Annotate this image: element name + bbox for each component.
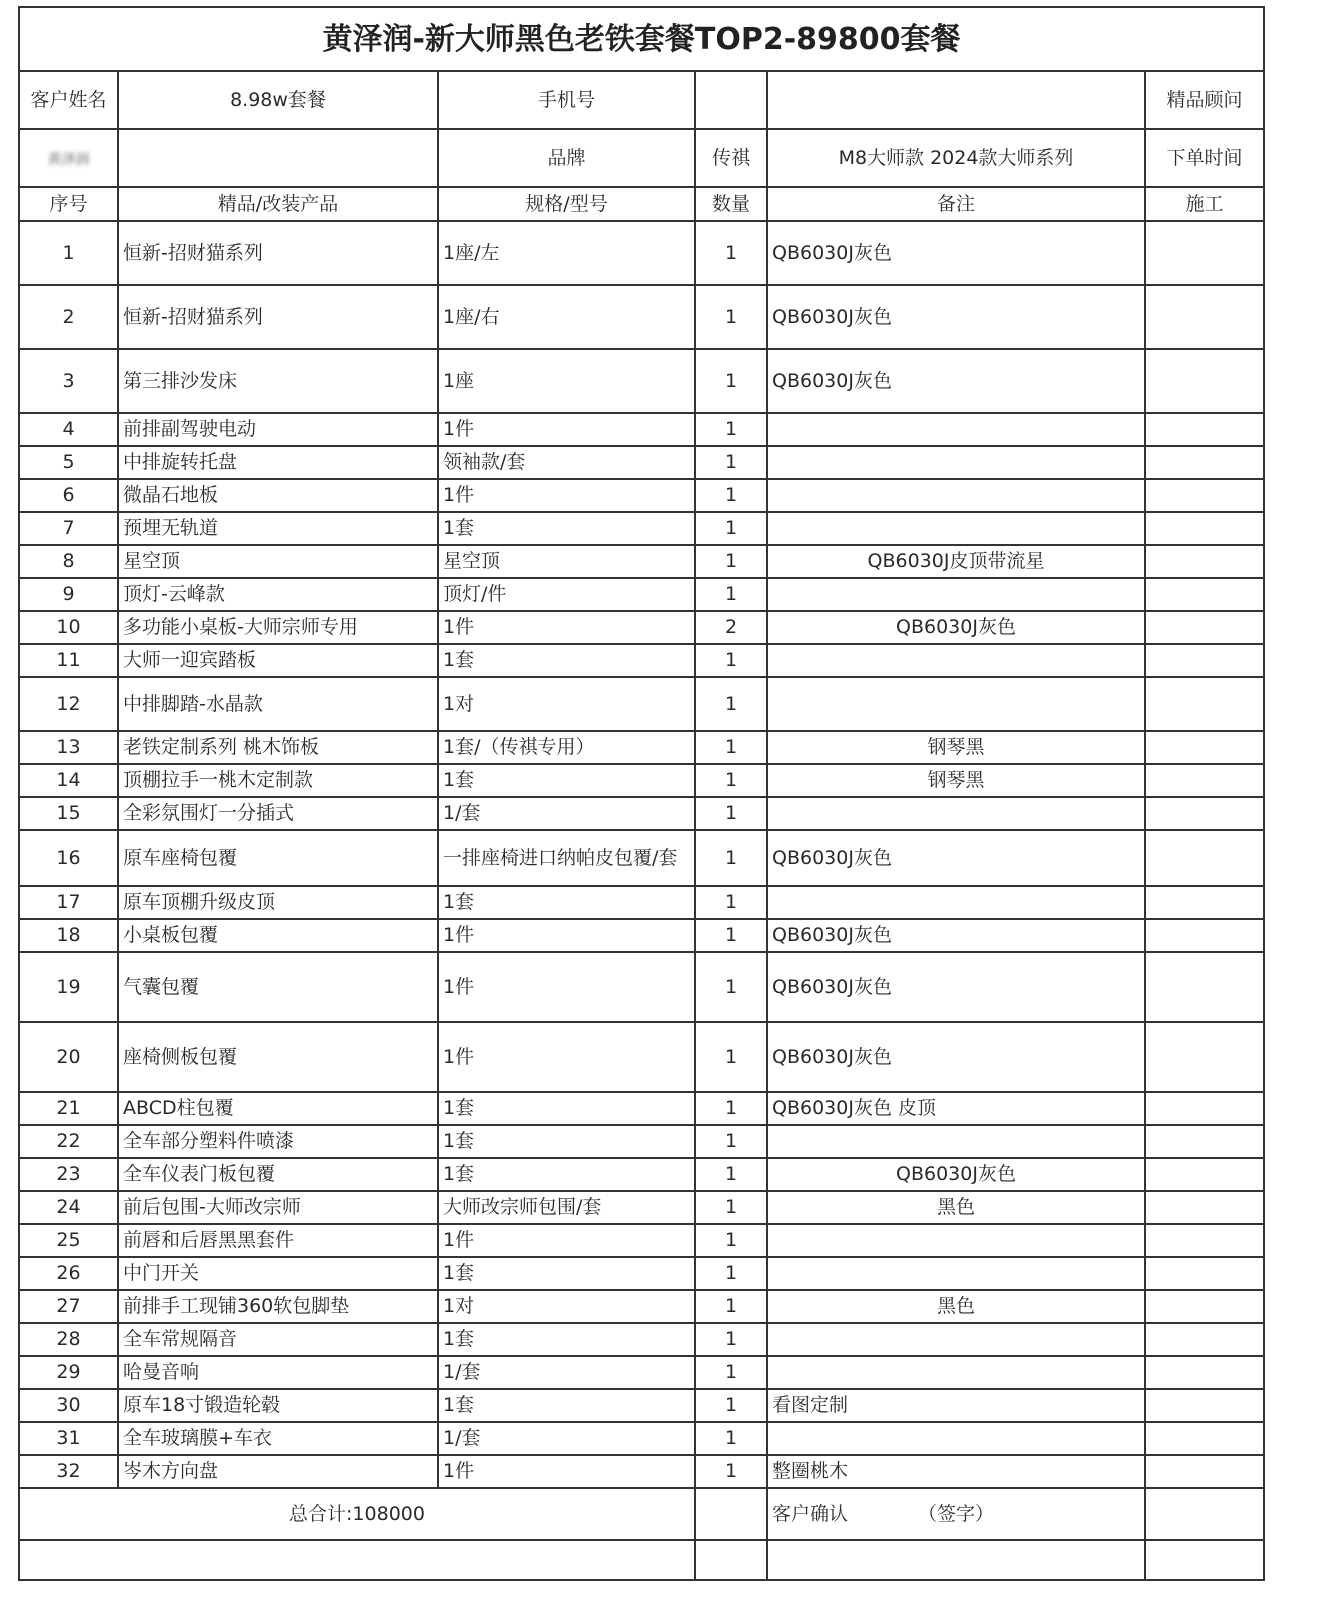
col-header-construction: 施工 bbox=[1145, 187, 1264, 221]
row-product: 前排手工现铺360软包脚垫 bbox=[118, 1290, 438, 1323]
table-row bbox=[19, 919, 1264, 952]
row-qty: 1 bbox=[695, 221, 767, 285]
table-row bbox=[19, 413, 1264, 446]
row-construction bbox=[1145, 1224, 1264, 1257]
row-construction bbox=[1145, 611, 1264, 644]
table-row bbox=[19, 285, 1264, 349]
row-construction bbox=[1145, 578, 1264, 611]
row-spec: 1套 bbox=[438, 1125, 695, 1158]
row-spec: 1套 bbox=[438, 1092, 695, 1125]
row-note: QB6030J灰色 bbox=[767, 611, 1145, 644]
row-spec: 1座 bbox=[438, 349, 695, 413]
row-product: 中门开关 bbox=[118, 1257, 438, 1290]
row-note: 整圈桃木 bbox=[767, 1455, 1145, 1488]
sign-label: （签字） bbox=[918, 1502, 995, 1525]
brand-value: 传祺 bbox=[695, 129, 767, 187]
row-spec: 1套 bbox=[438, 644, 695, 677]
row-product: 微晶石地板 bbox=[118, 479, 438, 512]
row-no: 29 bbox=[19, 1356, 118, 1389]
row-construction bbox=[1145, 221, 1264, 285]
row-product: 小桌板包覆 bbox=[118, 919, 438, 952]
row-product: 老铁定制系列 桃木饰板 bbox=[118, 731, 438, 764]
order-table bbox=[18, 6, 1265, 1581]
row-note bbox=[767, 1422, 1145, 1455]
row-spec: 1件 bbox=[438, 413, 695, 446]
advisor-label: 精品顾问 bbox=[1145, 71, 1264, 129]
row-construction bbox=[1145, 446, 1264, 479]
row-note: 黑色 bbox=[767, 1191, 1145, 1224]
row-spec: 1套 bbox=[438, 1158, 695, 1191]
row-qty: 1 bbox=[695, 578, 767, 611]
row-spec: 1套 bbox=[438, 512, 695, 545]
row-product: 全车部分塑料件喷漆 bbox=[118, 1125, 438, 1158]
row-no: 24 bbox=[19, 1191, 118, 1224]
row-spec: 1件 bbox=[438, 1022, 695, 1092]
row-construction bbox=[1145, 1455, 1264, 1488]
row-construction bbox=[1145, 1022, 1264, 1092]
table-row bbox=[19, 611, 1264, 644]
table-row bbox=[19, 952, 1264, 1022]
table-row bbox=[19, 479, 1264, 512]
row-spec: 1对 bbox=[438, 677, 695, 731]
row-product: 前后包围-大师改宗师 bbox=[118, 1191, 438, 1224]
row-no: 17 bbox=[19, 886, 118, 919]
row-spec: 1套 bbox=[438, 886, 695, 919]
row-no: 32 bbox=[19, 1455, 118, 1488]
total-amount: 总合计:108000 bbox=[19, 1488, 695, 1540]
row-spec: 1套 bbox=[438, 1257, 695, 1290]
footer-row bbox=[19, 1488, 1264, 1540]
row-product: 原车18寸锻造轮毂 bbox=[118, 1389, 438, 1422]
row-qty: 1 bbox=[695, 1257, 767, 1290]
row-qty: 1 bbox=[695, 1125, 767, 1158]
row-note bbox=[767, 578, 1145, 611]
row-product: 恒新-招财猫系列 bbox=[118, 221, 438, 285]
table-row bbox=[19, 1290, 1264, 1323]
row-note bbox=[767, 446, 1145, 479]
table-row bbox=[19, 1125, 1264, 1158]
row-qty: 1 bbox=[695, 1224, 767, 1257]
row-no: 4 bbox=[19, 413, 118, 446]
table-row bbox=[19, 1455, 1264, 1488]
row-spec: 1/套 bbox=[438, 797, 695, 830]
table-row bbox=[19, 1224, 1264, 1257]
row-note: QB6030J灰色 bbox=[767, 919, 1145, 952]
row-note: QB6030J灰色 bbox=[767, 285, 1145, 349]
row-product: 第三排沙发床 bbox=[118, 349, 438, 413]
row-product: 哈曼音响 bbox=[118, 1356, 438, 1389]
row-qty: 1 bbox=[695, 886, 767, 919]
row-qty: 1 bbox=[695, 545, 767, 578]
row-no: 23 bbox=[19, 1158, 118, 1191]
row-note bbox=[767, 1224, 1145, 1257]
row-qty: 1 bbox=[695, 1389, 767, 1422]
table-row bbox=[19, 1389, 1264, 1422]
row-product: 气囊包覆 bbox=[118, 952, 438, 1022]
row-qty: 1 bbox=[695, 1422, 767, 1455]
row-spec: 1件 bbox=[438, 479, 695, 512]
table-row bbox=[19, 446, 1264, 479]
row-product: ABCD柱包覆 bbox=[118, 1092, 438, 1125]
row-qty: 1 bbox=[695, 644, 767, 677]
row-product: 全车玻璃膜+车衣 bbox=[118, 1422, 438, 1455]
phone-value bbox=[695, 71, 767, 129]
row-qty: 1 bbox=[695, 1191, 767, 1224]
row-note: 钢琴黑 bbox=[767, 764, 1145, 797]
row-note bbox=[767, 479, 1145, 512]
row-spec: 顶灯/件 bbox=[438, 578, 695, 611]
col-header-product: 精品/改装产品 bbox=[118, 187, 438, 221]
row-product: 星空顶 bbox=[118, 545, 438, 578]
row-note: 钢琴黑 bbox=[767, 731, 1145, 764]
row-no: 22 bbox=[19, 1125, 118, 1158]
row-product: 原车顶棚升级皮顶 bbox=[118, 886, 438, 919]
row-no: 28 bbox=[19, 1323, 118, 1356]
row-product: 顶灯-云峰款 bbox=[118, 578, 438, 611]
row-qty: 1 bbox=[695, 677, 767, 731]
row-spec: 领袖款/套 bbox=[438, 446, 695, 479]
row-product: 多功能小桌板-大师宗师专用 bbox=[118, 611, 438, 644]
table-row bbox=[19, 1092, 1264, 1125]
row-construction bbox=[1145, 1092, 1264, 1125]
row-product: 中排旋转托盘 bbox=[118, 446, 438, 479]
row-note: QB6030J灰色 bbox=[767, 221, 1145, 285]
row-spec: 一排座椅进口纳帕皮包覆/套 bbox=[438, 830, 695, 886]
row-spec: 星空顶 bbox=[438, 545, 695, 578]
row-qty: 1 bbox=[695, 1323, 767, 1356]
row-construction bbox=[1145, 952, 1264, 1022]
row-no: 1 bbox=[19, 221, 118, 285]
row-qty: 1 bbox=[695, 919, 767, 952]
row-no: 27 bbox=[19, 1290, 118, 1323]
row-construction bbox=[1145, 1191, 1264, 1224]
partial-row bbox=[19, 1540, 1264, 1580]
row-construction bbox=[1145, 512, 1264, 545]
row-construction bbox=[1145, 1158, 1264, 1191]
row-spec: 1套 bbox=[438, 1389, 695, 1422]
row-note: 黑色 bbox=[767, 1290, 1145, 1323]
row-spec: 1件 bbox=[438, 952, 695, 1022]
row-product: 岑木方向盘 bbox=[118, 1455, 438, 1488]
row-construction bbox=[1145, 797, 1264, 830]
col-header-qty: 数量 bbox=[695, 187, 767, 221]
row-no: 18 bbox=[19, 919, 118, 952]
customer-name-value: 黄泽润 bbox=[47, 151, 90, 168]
row-no: 31 bbox=[19, 1422, 118, 1455]
row-construction bbox=[1145, 731, 1264, 764]
row-note: QB6030J灰色 皮顶 bbox=[767, 1092, 1145, 1125]
table-row bbox=[19, 830, 1264, 886]
table-row bbox=[19, 349, 1264, 413]
row-note bbox=[767, 644, 1145, 677]
row-no: 11 bbox=[19, 644, 118, 677]
row-note: QB6030J灰色 bbox=[767, 349, 1145, 413]
row-note: QB6030J灰色 bbox=[767, 952, 1145, 1022]
customer-confirm bbox=[767, 1488, 1145, 1540]
row-spec: 大师改宗师包围/套 bbox=[438, 1191, 695, 1224]
row-spec: 1件 bbox=[438, 1455, 695, 1488]
row-qty: 1 bbox=[695, 1455, 767, 1488]
table-row bbox=[19, 545, 1264, 578]
table-row bbox=[19, 512, 1264, 545]
row-no: 10 bbox=[19, 611, 118, 644]
row-no: 20 bbox=[19, 1022, 118, 1092]
table-row bbox=[19, 644, 1264, 677]
row-construction bbox=[1145, 644, 1264, 677]
row-qty: 1 bbox=[695, 512, 767, 545]
table-row bbox=[19, 1257, 1264, 1290]
row-no: 26 bbox=[19, 1257, 118, 1290]
row-construction bbox=[1145, 1125, 1264, 1158]
phone-label: 手机号 bbox=[438, 71, 695, 129]
brand-label: 品牌 bbox=[438, 129, 695, 187]
table-row bbox=[19, 1158, 1264, 1191]
row-no: 5 bbox=[19, 446, 118, 479]
row-spec: 1套 bbox=[438, 764, 695, 797]
row-product: 原车座椅包覆 bbox=[118, 830, 438, 886]
row-no: 6 bbox=[19, 479, 118, 512]
row-construction bbox=[1145, 1290, 1264, 1323]
row-construction bbox=[1145, 677, 1264, 731]
row-spec: 1套 bbox=[438, 1323, 695, 1356]
footer-empty bbox=[695, 1488, 767, 1540]
row-note bbox=[767, 1323, 1145, 1356]
table-row bbox=[19, 731, 1264, 764]
col-header-spec: 规格/型号 bbox=[438, 187, 695, 221]
row-qty: 2 bbox=[695, 611, 767, 644]
table-row bbox=[19, 221, 1264, 285]
order-sheet bbox=[18, 6, 1263, 1606]
table-row bbox=[19, 1022, 1264, 1092]
table-row bbox=[19, 1356, 1264, 1389]
row-spec: 1座/右 bbox=[438, 285, 695, 349]
package-value: 8.98w套餐 bbox=[118, 71, 438, 129]
table-row bbox=[19, 578, 1264, 611]
row-no: 14 bbox=[19, 764, 118, 797]
row-no: 30 bbox=[19, 1389, 118, 1422]
row-qty: 1 bbox=[695, 830, 767, 886]
row-note bbox=[767, 1257, 1145, 1290]
row-construction bbox=[1145, 1257, 1264, 1290]
row-no: 8 bbox=[19, 545, 118, 578]
footer-empty-2 bbox=[1145, 1488, 1264, 1540]
phone-extra bbox=[767, 71, 1145, 129]
row-product: 顶棚拉手一桃木定制款 bbox=[118, 764, 438, 797]
row-qty: 1 bbox=[695, 285, 767, 349]
table-row bbox=[19, 1191, 1264, 1224]
order-time-label: 下单时间 bbox=[1145, 129, 1264, 187]
col-header-note: 备注 bbox=[767, 187, 1145, 221]
row-qty: 1 bbox=[695, 1356, 767, 1389]
row-spec: 1/套 bbox=[438, 1356, 695, 1389]
row-spec: 1座/左 bbox=[438, 221, 695, 285]
row-construction bbox=[1145, 545, 1264, 578]
info-empty bbox=[118, 129, 438, 187]
row-no: 3 bbox=[19, 349, 118, 413]
row-note bbox=[767, 1125, 1145, 1158]
row-no: 7 bbox=[19, 512, 118, 545]
row-qty: 1 bbox=[695, 1290, 767, 1323]
row-no: 13 bbox=[19, 731, 118, 764]
row-qty: 1 bbox=[695, 797, 767, 830]
row-qty: 1 bbox=[695, 731, 767, 764]
row-note: 看图定制 bbox=[767, 1389, 1145, 1422]
row-construction bbox=[1145, 1422, 1264, 1455]
row-spec: 1件 bbox=[438, 1224, 695, 1257]
row-qty: 1 bbox=[695, 413, 767, 446]
row-no: 9 bbox=[19, 578, 118, 611]
row-construction bbox=[1145, 1389, 1264, 1422]
row-no: 21 bbox=[19, 1092, 118, 1125]
row-qty: 1 bbox=[695, 479, 767, 512]
row-note bbox=[767, 512, 1145, 545]
row-construction bbox=[1145, 1356, 1264, 1389]
table-row bbox=[19, 797, 1264, 830]
row-product: 全车常规隔音 bbox=[118, 1323, 438, 1356]
col-header-no: 序号 bbox=[19, 187, 118, 221]
row-product: 预埋无轨道 bbox=[118, 512, 438, 545]
row-note bbox=[767, 413, 1145, 446]
row-note: QB6030J灰色 bbox=[767, 830, 1145, 886]
table-row bbox=[19, 1323, 1264, 1356]
model-value: M8大师款 2024款大师系列 bbox=[767, 129, 1145, 187]
row-no: 25 bbox=[19, 1224, 118, 1257]
row-product: 座椅侧板包覆 bbox=[118, 1022, 438, 1092]
row-no: 16 bbox=[19, 830, 118, 886]
row-construction bbox=[1145, 285, 1264, 349]
row-note bbox=[767, 797, 1145, 830]
row-product: 大师一迎宾踏板 bbox=[118, 644, 438, 677]
row-product: 中排脚踏-水晶款 bbox=[118, 677, 438, 731]
row-construction bbox=[1145, 764, 1264, 797]
row-no: 12 bbox=[19, 677, 118, 731]
confirm-label: 客户确认 bbox=[772, 1502, 849, 1525]
row-qty: 1 bbox=[695, 764, 767, 797]
row-note bbox=[767, 677, 1145, 731]
row-no: 19 bbox=[19, 952, 118, 1022]
row-note: QB6030J灰色 bbox=[767, 1022, 1145, 1092]
row-product: 全彩氛围灯一分插式 bbox=[118, 797, 438, 830]
row-spec: 1件 bbox=[438, 919, 695, 952]
customer-name-label: 客户姓名 bbox=[19, 71, 118, 129]
row-construction bbox=[1145, 830, 1264, 886]
row-spec: 1对 bbox=[438, 1290, 695, 1323]
row-qty: 1 bbox=[695, 1022, 767, 1092]
row-construction bbox=[1145, 479, 1264, 512]
row-product: 前唇和后唇黑黑套件 bbox=[118, 1224, 438, 1257]
row-construction bbox=[1145, 919, 1264, 952]
row-construction bbox=[1145, 886, 1264, 919]
table-row bbox=[19, 677, 1264, 731]
row-no: 15 bbox=[19, 797, 118, 830]
row-note: QB6030J皮顶带流星 bbox=[767, 545, 1145, 578]
row-construction bbox=[1145, 1323, 1264, 1356]
row-qty: 1 bbox=[695, 1092, 767, 1125]
row-construction bbox=[1145, 349, 1264, 413]
row-product: 全车仪表门板包覆 bbox=[118, 1158, 438, 1191]
row-product: 前排副驾驶电动 bbox=[118, 413, 438, 446]
row-qty: 1 bbox=[695, 446, 767, 479]
row-qty: 1 bbox=[695, 349, 767, 413]
row-spec: 1件 bbox=[438, 611, 695, 644]
table-row bbox=[19, 886, 1264, 919]
row-note: QB6030J灰色 bbox=[767, 1158, 1145, 1191]
table-row bbox=[19, 764, 1264, 797]
row-qty: 1 bbox=[695, 1158, 767, 1191]
row-no: 2 bbox=[19, 285, 118, 349]
row-spec: 1套/（传祺专用） bbox=[438, 731, 695, 764]
row-construction bbox=[1145, 413, 1264, 446]
table-row bbox=[19, 1422, 1264, 1455]
row-product: 恒新-招财猫系列 bbox=[118, 285, 438, 349]
row-note bbox=[767, 1356, 1145, 1389]
page-title: 黄泽润-新大师黑色老铁套餐TOP2-89800套餐 bbox=[19, 7, 1264, 71]
row-qty: 1 bbox=[695, 952, 767, 1022]
row-note bbox=[767, 886, 1145, 919]
row-spec: 1/套 bbox=[438, 1422, 695, 1455]
